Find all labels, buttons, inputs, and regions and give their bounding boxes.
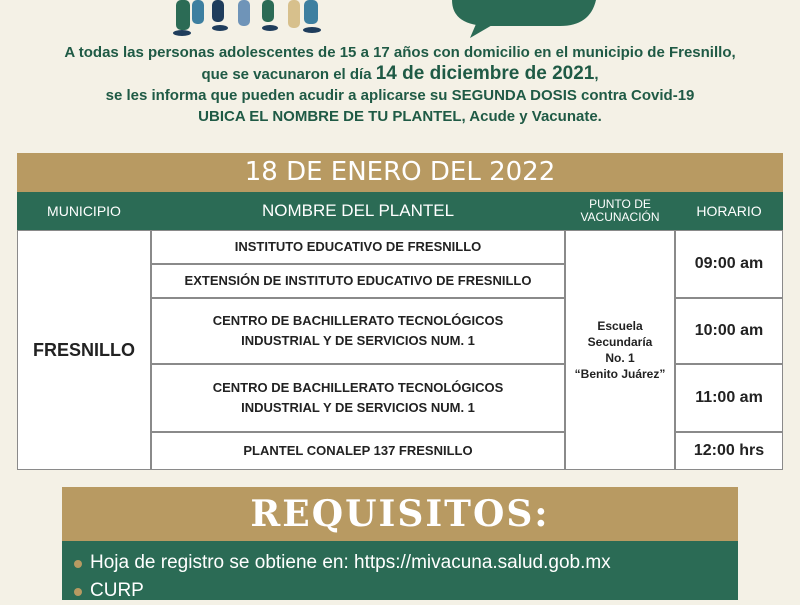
intro-line-4: UBICA EL NOMBRE DE TU PLANTEL, Acude y Vacunate. [198, 108, 602, 125]
requisitos-list [62, 541, 738, 600]
intro-line-3: se les informa que pueden acudir a aplicarse su SEGUNDA DOSIS contra Covid-19 [105, 87, 695, 104]
requisitos-title: REQUISITOS: [62, 487, 738, 541]
header-plantel: NOMBRE DEL PLANTEL [261, 201, 455, 220]
punto-line-2: Secundaría [587, 335, 653, 349]
punto-line-4: “Benito Juárez” [574, 367, 666, 381]
intro-line-1: A todas las personas adolescentes de 15 a 17 años con domicilio en el municipio de Fresnillo, [64, 44, 736, 61]
header-municipio: MUNICIPIO [47, 203, 121, 219]
plantel-cell: CENTRO DE BACHILLERATO TECNOLÓGICOS INDUSTRIAL Y DE SERVICIOS NUM. 1 [151, 298, 565, 364]
plantel-cell: CENTRO DE BACHILLERATO TECNOLÓGICOS INDUSTRIAL Y DE SERVICIOS NUM. 1 [151, 364, 565, 432]
plantel-cell: INSTITUTO EDUCATIVO DE FRESNILLO [151, 230, 565, 264]
people-figures-icon [173, 0, 321, 36]
speech-bubble-icon [452, 0, 596, 38]
first-dose-date: 14 de diciembre de 2021 [375, 63, 595, 84]
punto-vacunacion-cell [565, 230, 675, 470]
intro-line-2 [0, 63, 800, 85]
schedule-date: 18 DE ENERO DEL 2022 [17, 153, 783, 192]
intro-text [0, 42, 800, 127]
punto-line-1: Escuela [597, 319, 643, 333]
horario-cell: 10:00 am [675, 298, 783, 364]
horario-cell: 09:00 am [675, 230, 783, 298]
table-header-row [17, 192, 783, 230]
people-illustration [0, 0, 800, 40]
plantel-cell: EXTENSIÓN DE INSTITUTO EDUCATIVO DE FRESNILLO [151, 264, 565, 298]
schedule-table [17, 230, 783, 470]
intro-line-2-pre: que se vacunaron el día [201, 66, 376, 83]
requisito-item: CURP [90, 577, 738, 605]
header-horario: HORARIO [696, 203, 762, 219]
intro-line-2-post: , [594, 66, 599, 83]
horario-cell: 11:00 am [675, 364, 783, 432]
plantel-cell: PLANTEL CONALEP 137 FRESNILLO [151, 432, 565, 470]
requisito-item: Hoja de registro se obtiene en: https://mivacuna.salud.gob.mx [90, 549, 738, 577]
punto-line-3: No. 1 [605, 351, 635, 365]
horario-cell: 12:00 hrs [675, 432, 783, 470]
municipio-cell: FRESNILLO [17, 230, 151, 470]
header-punto: PUNTO DE VACUNACIÓN [580, 197, 660, 224]
